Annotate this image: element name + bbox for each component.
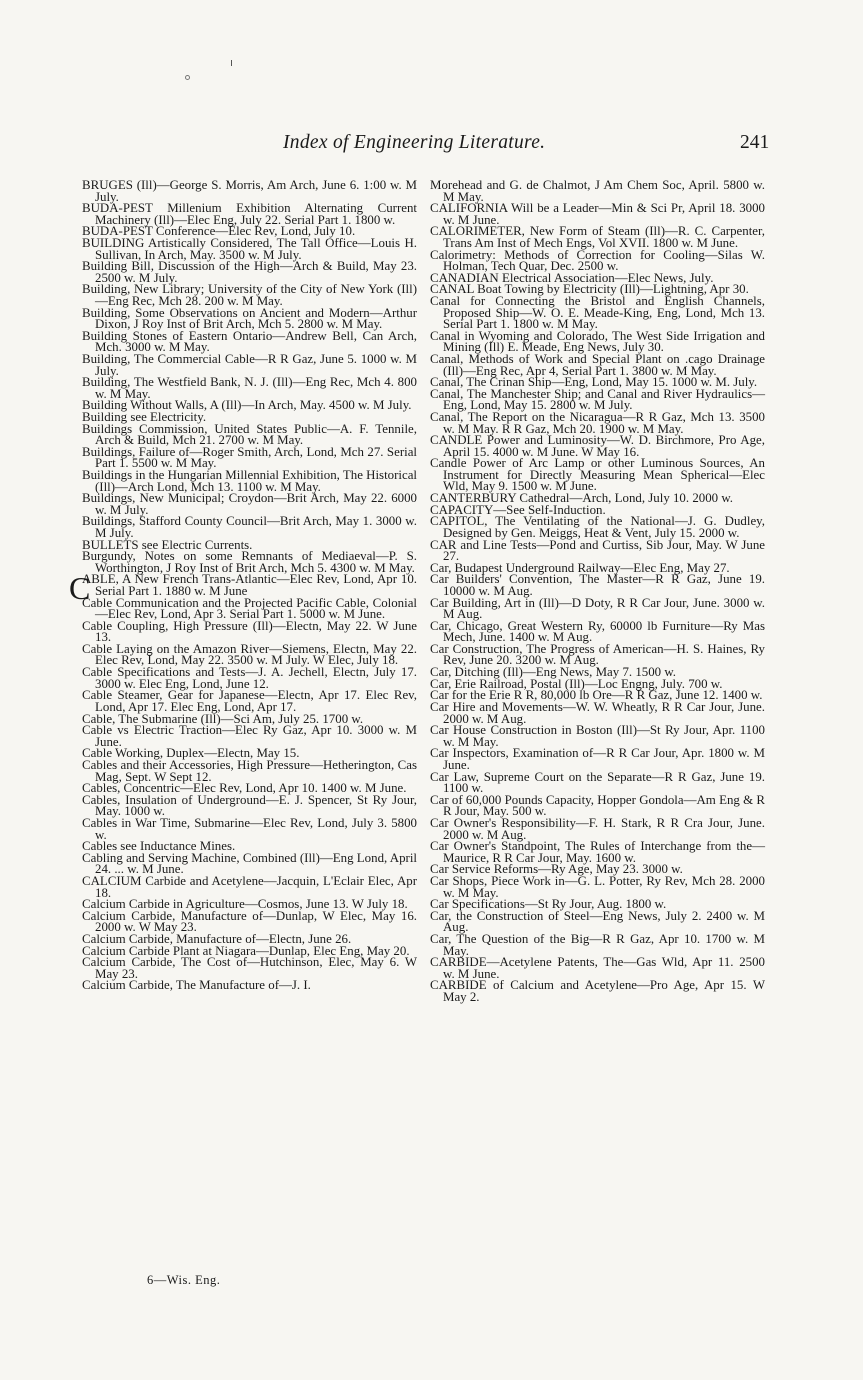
index-entry: CALORIMETER, New Form of Steam (Ill)—R. C. Carpenter, Trans Am Inst of Mech Engs, Vol XVII. 1800 w. M June. — [430, 224, 765, 250]
stray-mark — [231, 60, 232, 66]
left-column — [69, 178, 417, 993]
running-title: Index of Engineering Literature. — [283, 132, 546, 153]
index-entry: Cable Coupling, High Pressure (Ill)—Electn, May 22. W June 13. — [82, 618, 417, 645]
index-entry: Buildings, Failure of—Roger Smith, Arch, Lond, Mch 27. Serial Part 1. 5500 w. M May. — [82, 444, 417, 471]
index-entry: Cable Working, Duplex—Electn, May 15. — [82, 746, 300, 761]
index-entry: Cable Laying on the Amazon River—Siemens, Electn, May 22. Elec Rev, Lond, May 22. 3500 w. M July. W Elec, July 18. — [82, 641, 417, 668]
index-entry: Cable Specifications and Tests—J. A. Jechell, Electn, July 17. 3000 w. Elec Eng, Lond, June 12. — [82, 665, 417, 691]
index-entry: Cables and their Accessories, High Pressure—Hetherington, Cas Mag, Sept. W Sept 12. — [82, 757, 417, 784]
index-entry: Candle Power of Arc Lamp or other Luminous Sources, An Instrument for Directly Measuring Mean Spherical—Elec Wld, May 9. 1500 w. M June. — [430, 456, 765, 494]
index-entry: Canal, The Crinan Ship—Eng, Lond, May 15. 1000 w. M. July. — [430, 375, 758, 390]
index-entry: BRUGES (Ill)—George S. Morris, Am Arch, June 6. 1:00 w. M July. — [82, 178, 417, 204]
index-entry: Buildings Commission, United States Public—A. F. Tennile, Arch & Build, Mch 21. 2700 w. M May. — [82, 421, 417, 448]
index-entry: Cables, Insulation of Underground—E. J. Spencer, St Ry Jour, May. 1000 w. — [82, 792, 417, 819]
index-entry: BUDA-PEST Millenium Exhibition Alternating Current Machinery (Ill)—Elec Eng, July 22. Serial Part 1. 1800 w. — [82, 201, 417, 227]
index-entry: Calcium Carbide, Manufacture of—Electn, June 26. — [82, 932, 352, 947]
index-entry: Car Hire and Movements—W. W. Wheatly, R R Car Jour, June. 2000 w. M Aug. — [430, 700, 765, 726]
index-entry: BUILDING Artistically Considered, The Tall Office—Louis H. Sullivan, In Arch, May. 3500 w. M July. — [82, 236, 417, 262]
index-entry: Car Specifications—St Ry Jour, Aug. 1800 w. — [430, 897, 667, 912]
index-entry: Building Without Walls, A (Ill)—In Arch, May. 4500 w. M July. — [82, 398, 412, 413]
index-entry: Burgundy, Notes on some Remnants of Mediaeval—P. S. Worthington, J Roy Inst of Brit Arch, Mch 5. 4300 w. M May. — [82, 549, 417, 575]
index-entry: Canal for Connecting the Bristol and English Channels, Proposed Ship—W. O. E. Meade-King, Eng, Lond, Mch 13. Serial Part 1. 1800 w. M May. — [430, 294, 765, 332]
index-entry: Cable, The Submarine (Ill)—Sci Am, July 25. 1700 w. — [82, 711, 364, 726]
index-entry: CANADIAN Electrical Association—Elec News, July. — [430, 270, 714, 285]
index-entry: Canal, Methods of Work and Special Plant on .cago Drainage (Ill)—Eng Rec, Apr 4, Serial Part 1. 3800 w. M May. — [430, 351, 765, 378]
index-entry: CALCIUM Carbide and Acetylene—Jacquin, L'Eclair Elec, Apr 18. — [82, 874, 417, 900]
index-entry: Calcium Carbide in Agriculture—Cosmos, June 13. W July 18. — [82, 897, 408, 912]
index-entry: Car, The Question of the Big—R R Gaz, Apr 10. 1700 w. M May. — [430, 932, 765, 958]
index-entry: Canal, The Manchester Ship; and Canal and River Hydraulics—Eng, Lond, May 15. 2800 w. M July. — [430, 386, 765, 413]
signature-mark: 6—Wis. Eng. — [147, 1273, 221, 1287]
index-entry: Car Law, Supreme Court on the Separate—R R Gaz, June 19. 1100 w. — [430, 769, 765, 796]
index-entry: Calorimetry: Methods of Correction for Cooling—Silas W. Holman, Tech Quar, Dec. 2500 w. — [430, 247, 765, 274]
index-entry: Car House Construction in Boston (Ill)—St Ry Jour, Apr. 1100 w. M May. — [430, 723, 765, 749]
index-entry: Calcium Carbide, Manufacture of—Dunlap, W Elec, May 16. 2000 w. W May 23. — [82, 908, 417, 935]
index-entry: Car, Ditching (Ill)—Eng News, May 7. 1500 w. — [430, 665, 677, 680]
index-entry: Building, The Westfield Bank, N. J. (Ill)—Eng Rec, Mch 4. 800 w. M May. — [82, 375, 417, 401]
index-entry: CAPACITY—See Self-Induction. — [430, 502, 606, 517]
index-entry: Cables, Concentric—Elec Rev, Lond, Apr 10. 1400 w. M June. — [82, 781, 407, 796]
index-entry: Car, the Construction of Steel—Eng News, July 2. 2400 w. M Aug. — [430, 908, 765, 935]
index-entry: BUDA-PEST Conference—Elec Rev, Lond, July 10. — [82, 224, 356, 239]
index-entry: Car of 60,000 Pounds Capacity, Hopper Gondola—Am Eng & R R Jour, May. 500 w. — [430, 792, 765, 819]
right-column — [430, 180, 765, 1004]
index-entry: Buildings in the Hungarian Millennial Exhibition, The Historical (Ill)—Arch Lond, Mch 13. 1100 w. M May. — [82, 467, 417, 494]
index-entry: Car Service Reforms—Ry Age, May 23. 3000 w. — [430, 862, 683, 877]
index-entry: BULLETS see Electric Currents. — [82, 537, 253, 552]
index-entry: Car Builders' Convention, The Master—R R Gaz, June 19. 10000 w. M Aug. — [430, 572, 765, 598]
index-entry: Cable Communication and the Projected Pacific Cable, Colonial—Elec Rev, Lond, Apr 3. Serial Part 1. 5000 w. M June. — [82, 595, 417, 622]
index-entry: CANTERBURY Cathedral—Arch, Lond, July 10. 2000 w. — [430, 491, 734, 506]
index-entry: Buildings, Stafford County Council—Brit Arch, May 1. 3000 w. M July. — [82, 514, 417, 540]
index-entry: Morehead and G. de Chalmot, J Am Chem Soc, April. 5800 w. M May. — [430, 178, 765, 204]
index-entry: CAR and Line Tests—Pond and Curtiss, Sib Jour, May. W June 27. — [430, 537, 765, 564]
index-entry: Cable Steamer, Gear for Japanese—Electn, Apr 17. Elec Rev, Lond, Apr 17. Elec Eng, Lond, Apr 17. — [82, 688, 417, 714]
page-number: 241 — [740, 132, 770, 153]
index-entry: Building, Some Observations on Ancient and Modern—Arthur Dixon, J Roy Inst of Brit Arch, Mch 5. 2800 w. M May. — [82, 305, 417, 332]
stray-mark — [185, 75, 190, 80]
index-entry: Canal, The Report on the Nicaragua—R R Gaz, Mch 13. 3500 w. M May. R R Gaz, Mch 20. 1900 w. M May. — [430, 409, 765, 436]
index-entry: Building Stones of Eastern Ontario—Andrew Bell, Can Arch, Mch. 3000 w. M May. — [82, 328, 417, 355]
index-entry: Car Owner's Standpoint, The Rules of Interchange from the—Maurice, R R Car Jour, May. 1600 w. — [430, 839, 765, 865]
index-entry: Building see Electricity. — [82, 409, 207, 424]
index-entry: Cables in War Time, Submarine—Elec Rev, Lond, July 3. 5800 w. — [82, 815, 417, 842]
index-entry: Car for the Erie R R, 80,000 lb Ore—R R Gaz, June 12. 1400 w. — [430, 688, 763, 703]
index-entry: Buildings, New Municipal; Croydon—Brit Arch, May 22. 6000 w. M July. — [82, 491, 417, 517]
index-entry: Calcium Carbide, The Manufacture of—J. I. — [82, 978, 311, 993]
index-entry: CAPITOL, The Ventilating of the National—J. G. Dudley, Designed by Gen. Meiggs, Heat & Vent, July 15. 2000 w. — [430, 514, 765, 540]
index-entry: Canal in Wyoming and Colorado, The West Side Irrigation and Mining (Ill) E. Meade, Eng News, July 30. — [430, 328, 765, 355]
index-entry: Building Bill, Discussion of the High—Arch & Build, May 23. 2500 w. M July. — [82, 259, 417, 285]
index-entry: Car, Chicago, Great Western Ry, 60000 lb Furniture—Ry Mas Mech, June. 1400 w. M Aug. — [430, 618, 765, 645]
index-entry: Cable vs Electric Traction—Elec Ry Gaz, Apr 10. 3000 w. M June. — [82, 723, 417, 749]
index-entry: Calcium Carbide Plant at Niagara—Dunlap, Elec Eng, May 20. — [82, 943, 410, 958]
index-entry: Car Inspectors, Examination of—R R Car Jour, Apr. 1800 w. M June. — [430, 746, 765, 772]
index-entry: Car Owner's Responsibility—F. H. Stark, R R Cra Jour, June. 2000 w. M Aug. — [430, 815, 765, 842]
index-entry: CALIFORNIA Will be a Leader—Min & Sci Pr, April 18. 3000 w. M June. — [430, 201, 765, 227]
index-entry: Car Shops, Piece Work in—G. L. Potter, Ry Rev, Mch 28. 2000 w. M May. — [430, 874, 765, 900]
index-entry: Car Building, Art in (Ill)—D Doty, R R Car Jour, June. 3000 w. M Aug. — [430, 595, 765, 622]
index-entry: CARBIDE of Calcium and Acetylene—Pro Age, Apr 15. W May 2. — [430, 978, 765, 1004]
index-entry: Building, The Commercial Cable—R R Gaz, June 5. 1000 w. M July. — [82, 351, 417, 378]
index-entry: Car Construction, The Progress of American—H. S. Haines, Ry Rev, June 20. 3200 w. M Aug. — [430, 641, 765, 668]
index-entry: CARBIDE—Acetylene Patents, The—Gas Wld, Apr 11. 2500 w. M June. — [430, 955, 765, 981]
index-entry: Calcium Carbide, The Cost of—Hutchinson, Elec, May 6. W May 23. — [82, 955, 417, 981]
index-entry: Car, Budapest Underground Railway—Elec Eng, May 27. — [430, 560, 730, 575]
index-entry: Cabling and Serving Machine, Combined (Ill)—Eng Lond, April 24. ... w. M June. — [82, 850, 417, 877]
index-entry: Cables see Inductance Mines. — [82, 839, 236, 854]
index-entry: Building, New Library; University of the City of New York (Ill)—Eng Rec, Mch 28. 200 w. M May. — [82, 282, 417, 308]
index-entry: CANDLE Power and Luminosity—W. D. Birchmore, Pro Age, April 15. 4000 w. M June. W May 16. — [430, 433, 765, 459]
page-header — [0, 132, 863, 162]
index-entry: CANAL Boat Towing by Electricity (Ill)—Lightning, Apr 30. — [430, 282, 749, 297]
index-entry: Car, Erie Railroad, Postal (Ill)—Loc Engng, July. 700 w. — [430, 676, 723, 691]
index-entry: CABLE, A New French Trans-Atlantic—Elec Rev, Lond, Apr 10. Serial Part 1. 1880 w. M June — [69, 570, 417, 607]
